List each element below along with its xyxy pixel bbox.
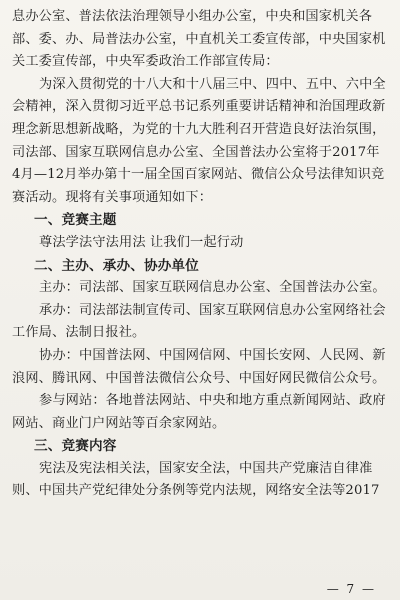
text-line: 息办公室、普法依法治理领导小组办公室，中央和国家机关各 — [12, 9, 373, 24]
section-heading: 一、竞赛主题 — [34, 212, 117, 229]
text-line: 协办：中国普法网、中国网信网、中国长安网、人民网、新 — [39, 347, 386, 363]
text-line: 理念新思想新战略，为党的十九大胜利召开营造良好法治氛围， — [12, 121, 386, 137]
text-line: 关工委宣传部，中央军委政治工作部宣传局： — [12, 54, 279, 70]
text-line: 4月—12月举办第十一届全国百家网站、微信公众号法律知识竞 — [12, 167, 385, 183]
text-line: 参与网站：各地普法网站、中央和地方重点新闻网站、政府 — [39, 393, 386, 409]
section-heading: 三、竞赛内容 — [34, 438, 117, 455]
text-line: 工作局、法制日报社。 — [12, 325, 146, 341]
text-line: 网站、商业门户网站等百余家网站。 — [12, 415, 226, 431]
text-line: 主办：司法部、国家互联网信息办公室、全国普法办公室。 — [39, 280, 386, 296]
section-heading: 二、主办、承办、协办单位 — [34, 257, 199, 274]
text-line: 部、委、办、局普法办公室，中直机关工委宣传部，中央国家机 — [12, 31, 386, 47]
text-line: 会精神，深入贯彻习近平总书记系列重要讲话精神和治国理政新 — [12, 99, 386, 115]
text-line: 浪网、腾讯网、中国普法微信公众号、中国好网民微信公众号。 — [12, 370, 386, 386]
text-line: 司法部、国家互联网信息办公室、全国普法办公室将于2017年 — [12, 144, 380, 160]
text-line: 赛活动。现将有关事项通知如下： — [12, 189, 213, 205]
text-line: 宪法及宪法相关法，国家安全法，中国共产党廉洁自律准 — [39, 460, 373, 476]
text-line: 为深入贯彻党的十八大和十八届三中、四中、五中、六中全 — [39, 76, 386, 92]
text-line: 则、中国共产党纪律处分条例等党内法规，网络安全法等2017 — [12, 483, 380, 499]
text-line: 承办：司法部法制宣传司、国家互联网信息办公室网络社会 — [39, 302, 386, 318]
text-line: 尊法学法守法用法 让我们一起行动 — [39, 234, 244, 250]
page-number: — 7 — — [326, 582, 376, 596]
